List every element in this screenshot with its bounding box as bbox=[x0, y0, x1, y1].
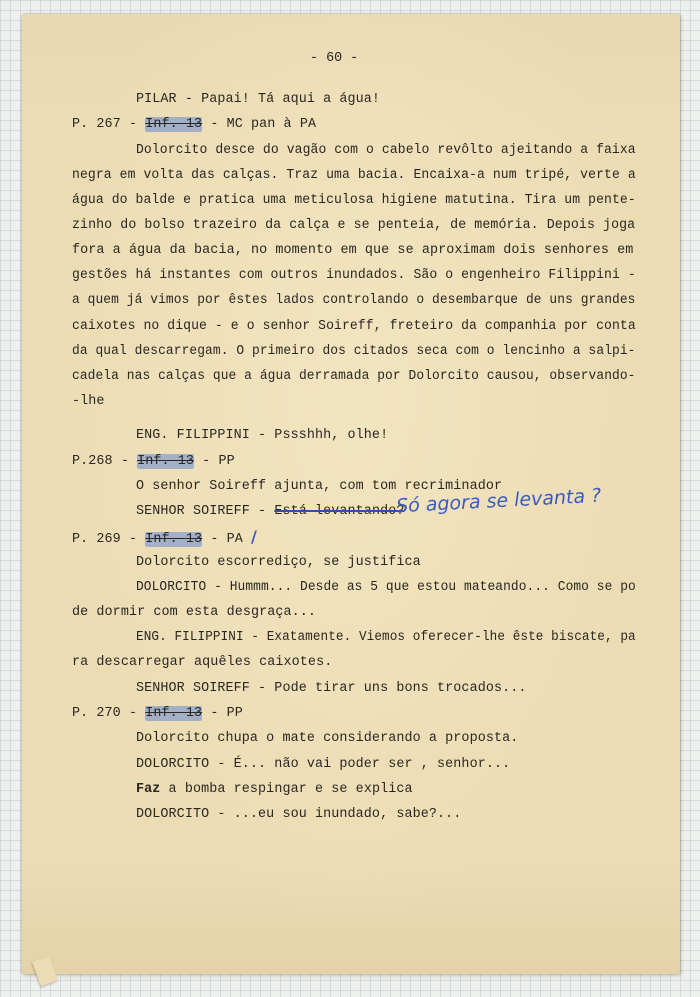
prose-line: cadela nas calças que a água derramada por Dolorcito causou, observando- bbox=[72, 369, 636, 384]
shot-270 bbox=[72, 706, 243, 722]
dialogue-filippini: ENG. FILIPPINI - Pssshhh, olhe! bbox=[136, 428, 389, 443]
prose-line: zinho do bolso trazeiro da calça e se penteia, de memória. Depois joga bbox=[72, 218, 636, 233]
shot-type: - MC pan à PA bbox=[202, 117, 317, 132]
dialogue-dolorcito-cont: de dormir com esta desgraça... bbox=[72, 605, 317, 620]
stage-direction: Dolorcito chupa o mate considerando a proposta. bbox=[136, 731, 519, 746]
prose-line: da qual descarregam. O primeiro dos citados seca com o lencinho a salpi- bbox=[72, 344, 636, 359]
prose-line: gestões há instantes com outros inundados. São o engenheiro Filippini - bbox=[72, 268, 636, 283]
prose-line: a quem já vimos por êstes lados controlando o desembarque de uns grandes bbox=[72, 293, 636, 308]
redacted-inf: Inf. 13 bbox=[145, 117, 203, 132]
prose-line: água do balde e pratica uma meticulosa higiene matutina. Tira um pente- bbox=[72, 193, 636, 208]
dialogue-dolorcito: DOLORCITO - ...eu sou inundado, sabe?... bbox=[136, 807, 462, 822]
dialogue-soireff bbox=[136, 504, 404, 520]
margin-mark: / bbox=[251, 527, 257, 546]
prose-line: negra em volta das calças. Traz uma bacia. Encaixa-a num tripé, verte a bbox=[72, 168, 636, 183]
prose-line: fora a água da bacia, no momento em que se aproximam dois senhores em bbox=[72, 243, 634, 258]
shot-type: - PP bbox=[194, 454, 235, 469]
stage-direction: O senhor Soireff ajunta, com tom recriminador bbox=[136, 479, 503, 494]
redacted-inf: Inf. 13 bbox=[145, 532, 203, 547]
shot-268 bbox=[72, 454, 235, 470]
shot-label: P. 270 - bbox=[72, 706, 146, 721]
shot-type: - PA bbox=[202, 532, 252, 547]
prose-line: caixotes no dique - e o senhor Soireff, freteiro da companhia por conta bbox=[72, 319, 636, 334]
line-pilar: PILAR - Papai! Tá aqui a água! bbox=[136, 92, 381, 107]
page-number: - 60 - bbox=[310, 51, 359, 66]
shot-label: P. 267 - bbox=[72, 117, 146, 132]
handwritten-correction: Só agora se levanta ? bbox=[395, 484, 602, 518]
stage-direction: Dolorcito escorrediço, se justifica bbox=[136, 555, 421, 570]
overtyped-word: Faz bbox=[136, 782, 161, 797]
shot-269 bbox=[72, 529, 257, 548]
dialogue-soireff: SENHOR SOIREFF - Pode tirar uns bons trocados... bbox=[136, 681, 527, 696]
shot-267 bbox=[72, 117, 316, 133]
dialogue-filippini-cont: ra descarregar aquêles caixotes. bbox=[72, 655, 333, 670]
shot-label: P. 269 - bbox=[72, 532, 146, 547]
shot-label: P.268 - bbox=[72, 454, 138, 469]
redacted-inf: Inf. 13 bbox=[145, 706, 203, 721]
shot-type: - PP bbox=[202, 706, 243, 721]
stage-direction-text: a bomba respingar e se explica bbox=[160, 782, 413, 797]
dialogue-dolorcito: DOLORCITO - É... não vai poder ser , senhor... bbox=[136, 757, 511, 772]
typed-page bbox=[22, 14, 680, 974]
speaker: SENHOR SOIREFF - bbox=[136, 504, 275, 519]
struck-text: Está levantando? bbox=[274, 504, 405, 519]
dialogue-dolorcito: DOLORCITO - Hummm... Desde as 5 que estou mateando... Como se po bbox=[136, 580, 636, 595]
redacted-inf: Inf. 13 bbox=[137, 454, 195, 469]
prose-line: Dolorcito desce do vagão com o cabelo revôlto ajeitando a faixa bbox=[136, 143, 636, 158]
prose-line: -lhe bbox=[72, 394, 105, 409]
stage-direction bbox=[136, 782, 413, 798]
dialogue-filippini: ENG. FILIPPINI - Exatamente. Viemos oferecer-lhe êste biscate, pa bbox=[136, 630, 636, 645]
